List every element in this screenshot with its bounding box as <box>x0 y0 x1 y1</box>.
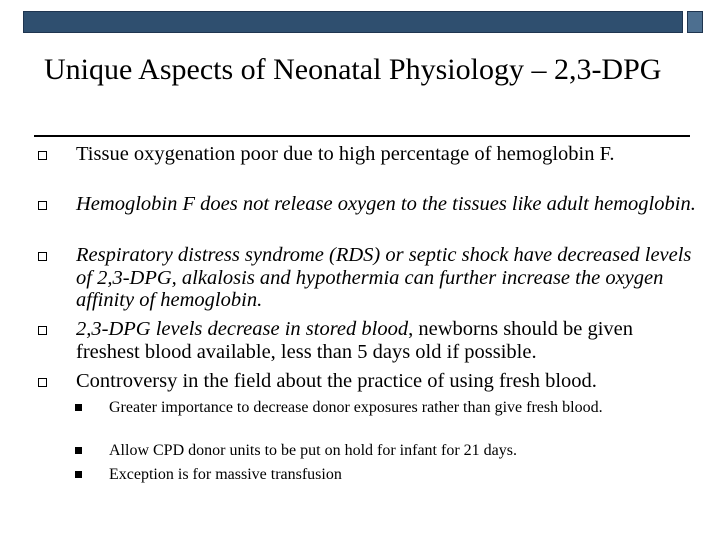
sub-bullet-item <box>109 399 689 417</box>
sub-bullet-text: Exception is for massive transfusion <box>109 466 342 483</box>
bullet-item <box>76 370 716 393</box>
header-bar-square <box>687 11 703 33</box>
hollow-square-bullet-icon <box>38 201 47 210</box>
bullet-text: Controversy in the field about the practice of using fresh blood. <box>76 370 597 392</box>
bullet-item <box>76 244 696 312</box>
sub-bullet-text: Greater importance to decrease donor exposures rather than give fresh blood. <box>109 399 603 416</box>
header-bar <box>23 11 706 35</box>
filled-square-bullet-icon <box>75 447 82 454</box>
bullet-item <box>76 193 696 216</box>
bullet-text: Hemoglobin F does not release oxygen to the tissues like adult hemoglobin. <box>76 193 696 215</box>
sub-bullet-item <box>109 442 689 460</box>
sub-bullet-item <box>109 466 689 484</box>
hollow-square-bullet-icon <box>38 252 47 261</box>
filled-square-bullet-icon <box>75 471 82 478</box>
bullet-text: Tissue oxygenation poor due to high percentage of hemoglobin F. <box>76 143 615 165</box>
filled-square-bullet-icon <box>75 404 82 411</box>
bullet-text: Respiratory distress syndrome (RDS) or septic shock have decreased levels of 2,3-DPG, alkalosis and hypothermia can further increase the oxygen affinity of hemoglobin. <box>76 244 692 311</box>
header-bar-fill <box>23 11 683 33</box>
hollow-square-bullet-icon <box>38 151 47 160</box>
bullet-item <box>76 143 696 166</box>
bullet-text: , newborns should be given freshest blood available, less than 5 days old if possible. <box>76 318 634 363</box>
hollow-square-bullet-icon <box>38 378 47 387</box>
sub-bullet-text: Allow CPD donor units to be put on hold for infant for 21 days. <box>109 442 517 459</box>
bullet-item <box>76 318 696 363</box>
hollow-square-bullet-icon <box>38 326 47 335</box>
title-divider <box>34 135 690 137</box>
bullet-text-italic: 2,3-DPG levels decrease in stored blood <box>76 318 409 340</box>
slide-title: Unique Aspects of Neonatal Physiology – 2,3-DPG <box>44 53 662 86</box>
